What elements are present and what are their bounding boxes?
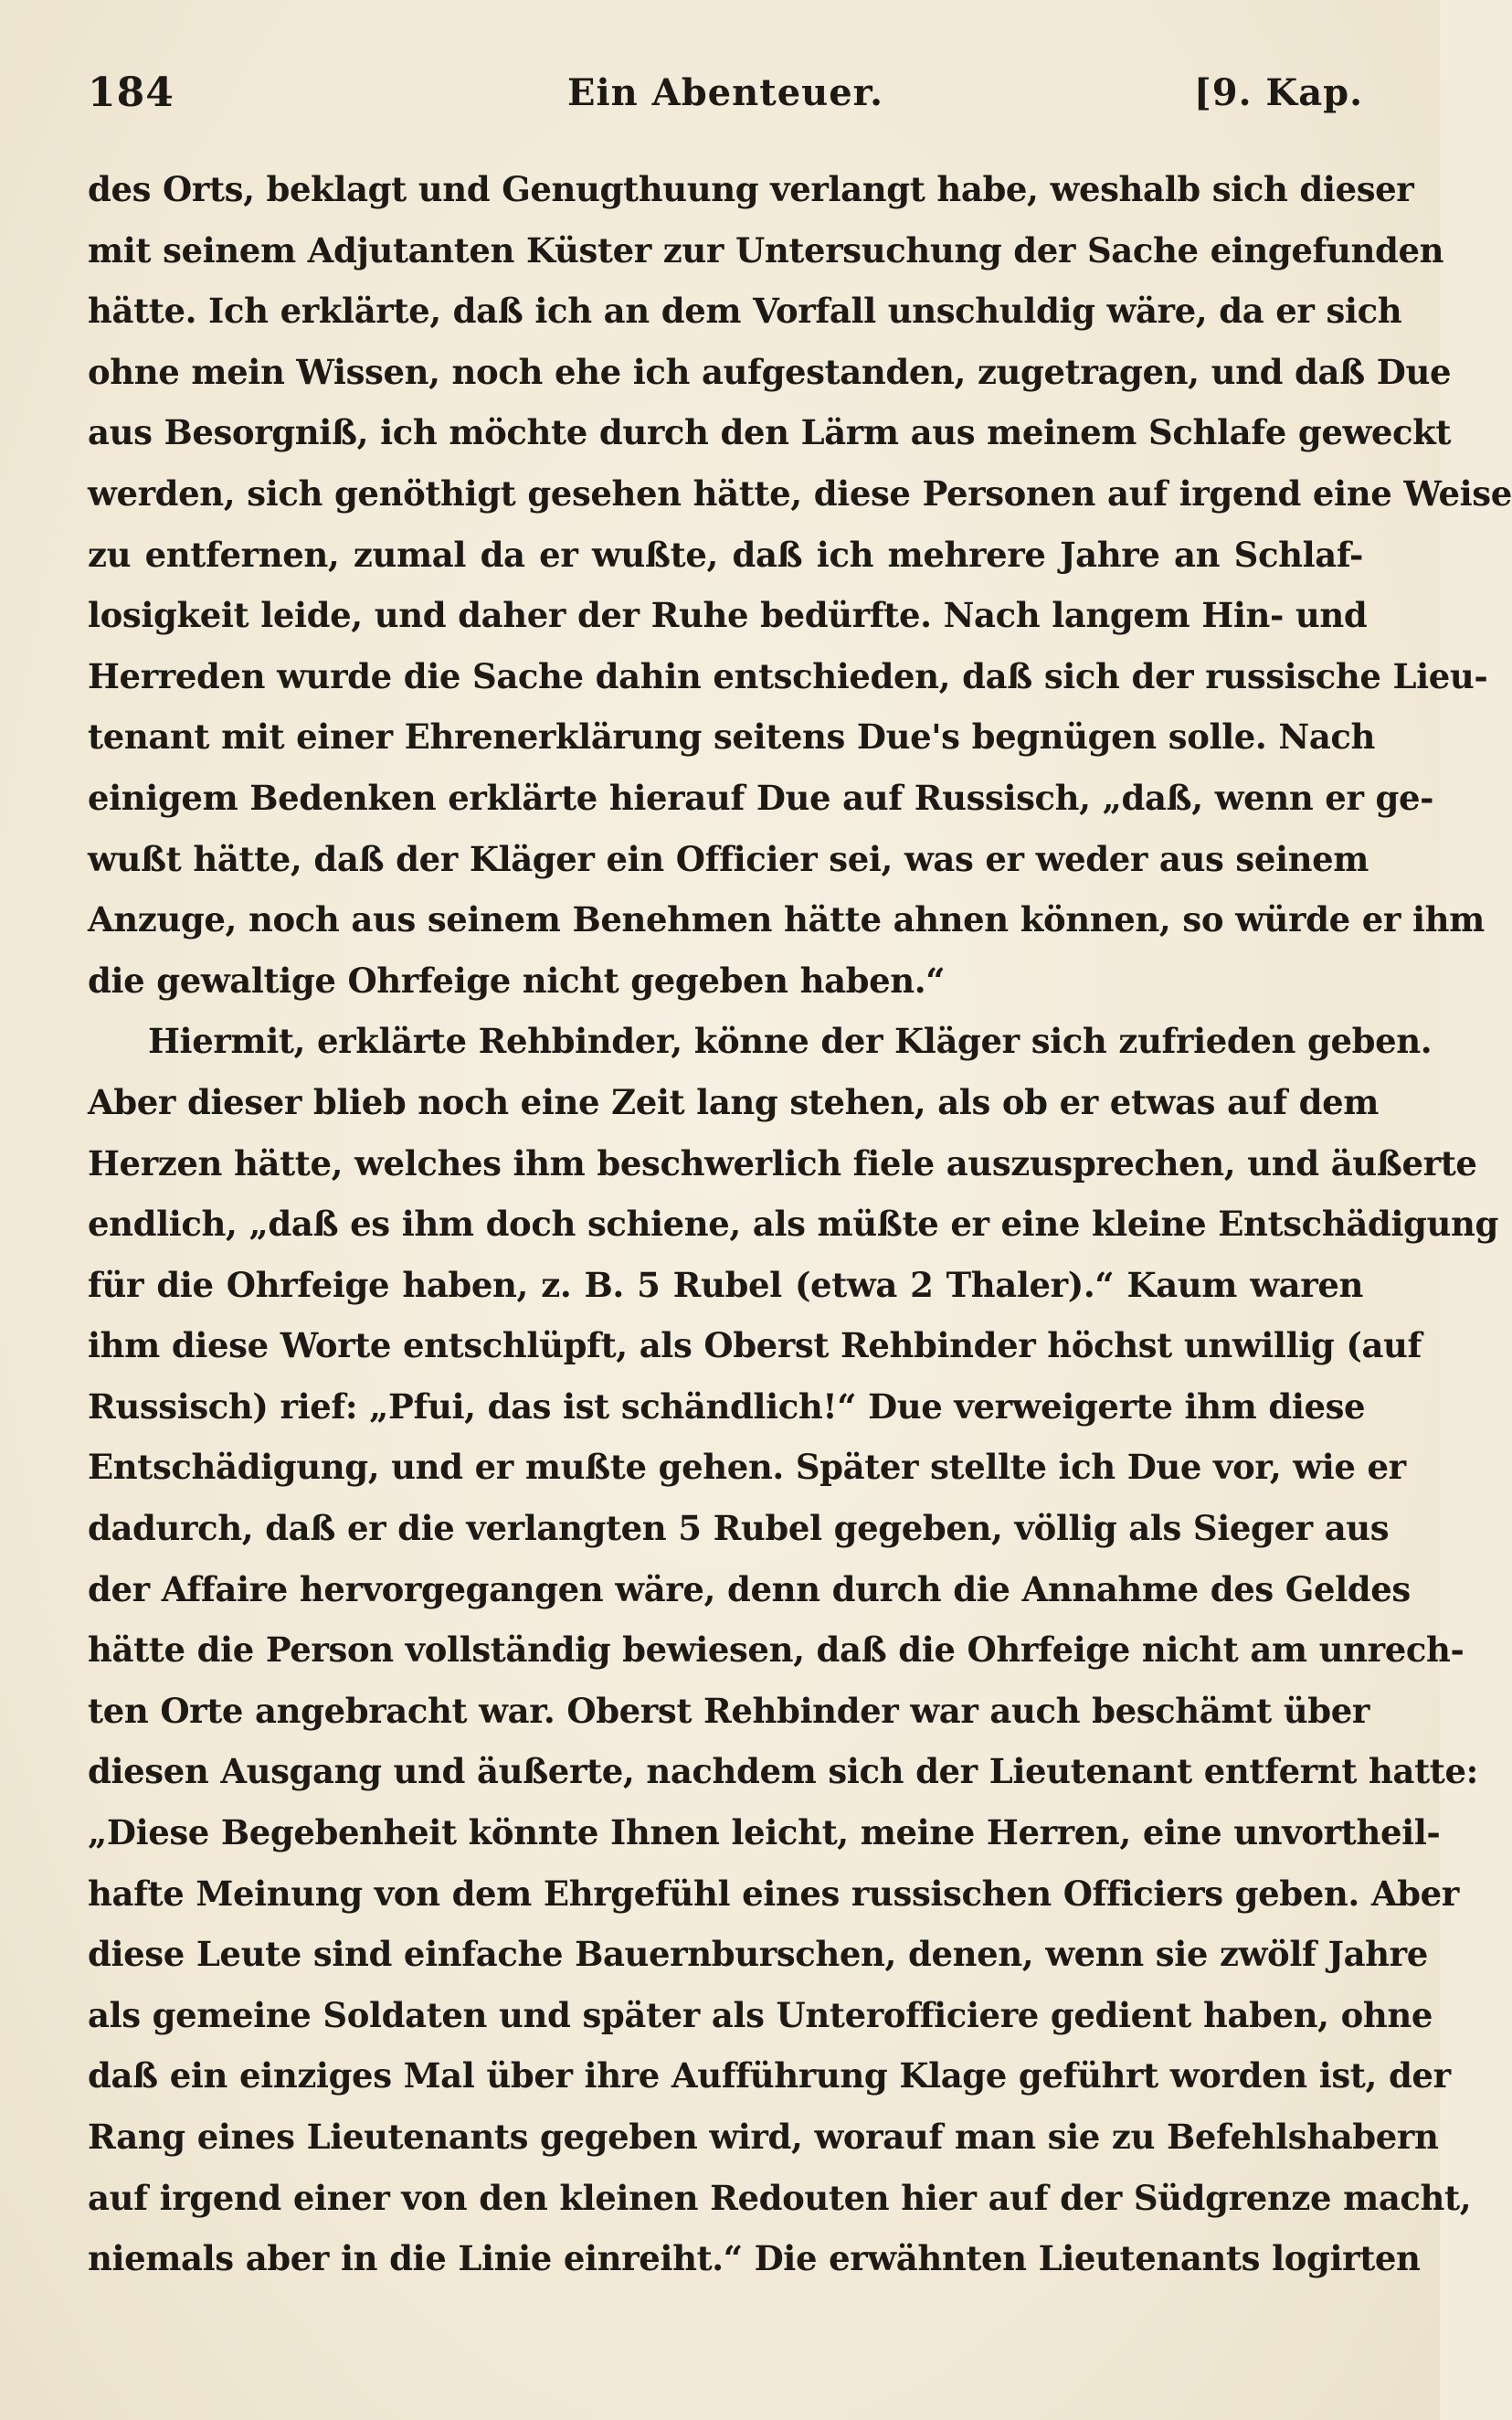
text-line: aus Besorgniß, ich möchte durch den Lärm aus meinem Schlafe geweckt bbox=[88, 412, 1452, 453]
text-line: die gewaltige Ohrfeige nicht gegeben haben.“ bbox=[88, 960, 946, 1001]
text-line: einigem Bedenken erklärte hierauf Due auf Russisch, „daß, wenn er ge- bbox=[88, 777, 1434, 818]
text-line: endlich, „daß es ihm doch schiene, als müßte er eine kleine Entschädigung bbox=[88, 1204, 1498, 1245]
text-line: Rang eines Lieutenants gegeben wird, worauf man sie zu Befehlshabern bbox=[88, 2117, 1439, 2157]
text-line: Herzen hätte, welches ihm beschwerlich fiele auszusprechen, und äußerte bbox=[88, 1142, 1477, 1183]
text-line: ten Orte angebracht war. Oberst Rehbinder war auch beschämt über bbox=[88, 1690, 1369, 1731]
text-line: „Diese Begebenheit könnte Ihnen leicht, meine Herren, eine unvortheil- bbox=[88, 1812, 1441, 1853]
text-line: mit seinem Adjutanten Küster zur Untersuchung der Sache eingefunden bbox=[88, 229, 1444, 271]
text-line: für die Ohrfeige haben, z. B. 5 Rubel (etwa 2 Thaler).“ Kaum waren bbox=[88, 1264, 1363, 1305]
text-line: Aber dieser blieb noch eine Zeit lang stehen, als ob er etwas auf dem bbox=[88, 1081, 1380, 1122]
text-line: als gemeine Soldaten und später als Unterofficiere gedient haben, ohne bbox=[88, 1994, 1433, 2035]
text-line: wußt hätte, daß der Kläger ein Officier sei, was er weder aus seinem bbox=[88, 838, 1369, 879]
text-line: hafte Meinung von dem Ehrgefühl eines russischen Officiers geben. Aber bbox=[88, 1873, 1459, 1914]
text-line: Anzuge, noch aus seinem Benehmen hätte ahnen können, so würde er ihm bbox=[88, 899, 1485, 940]
text-line: losigkeit leide, und daher der Ruhe bedürfte. Nach langem Hin- und bbox=[88, 595, 1368, 636]
page-header bbox=[88, 64, 1363, 122]
text-line: hätte. Ich erklärte, daß ich an dem Vorfall unschuldig wäre, da er sich bbox=[88, 291, 1402, 332]
text-line: auf irgend einer von den kleinen Redouten hier auf der Südgrenze macht, bbox=[88, 2177, 1472, 2218]
text-line: tenant mit einer Ehrenerklärung seitens Due's begnügen solle. Nach bbox=[88, 716, 1376, 758]
text-line: niemals aber in die Linie einreiht.“ Die erwähnten Lieutenants logirten bbox=[88, 2238, 1421, 2279]
text-line: der Affaire hervorgegangen wäre, denn durch die Annahme des Geldes bbox=[88, 1568, 1411, 1609]
page-number: 184 bbox=[88, 69, 174, 116]
text-line: diesen Ausgang und äußerte, nachdem sich der Lieutenant entfernt hatte: bbox=[88, 1751, 1478, 1792]
text-line: ihm diese Worte entschlüpft, als Oberst Rehbinder höchst unwillig (auf bbox=[88, 1325, 1422, 1366]
text-line: des Orts, beklagt und Genugthuung verlangt habe, weshalb sich dieser bbox=[88, 169, 1414, 209]
running-title: Ein Abenteuer. bbox=[566, 71, 883, 114]
text-line: dadurch, daß er die verlangten 5 Rubel gegeben, völlig als Sieger aus bbox=[88, 1508, 1390, 1549]
body-text bbox=[88, 159, 1512, 2289]
text-line: zu entfernen, zumal da er wußte, daß ich mehrere Jahre an Schlaf- bbox=[88, 534, 1363, 575]
text-line: Russisch) rief: „Pfui, das ist schändlich!“ Due verweigerte ihm diese bbox=[88, 1385, 1366, 1427]
text-line: Herreden wurde die Sache dahin entschieden, daß sich der russische Lieu- bbox=[88, 655, 1488, 696]
text-line: Hiermit, erklärte Rehbinder, könne der Kläger sich zufrieden geben. bbox=[148, 1021, 1433, 1062]
text-line: werden, sich genöthigt gesehen hätte, diese Personen auf irgend eine Weise bbox=[88, 472, 1512, 514]
text-line: Entschädigung, und er mußte gehen. Später stellte ich Due vor, wie er bbox=[88, 1447, 1406, 1488]
text-line: ohne mein Wissen, noch ehe ich aufgestanden, zugetragen, und daß Due bbox=[88, 351, 1452, 392]
text-line: diese Leute sind einfache Bauernburschen, denen, wenn sie zwölf Jahre bbox=[88, 1934, 1428, 1975]
chapter-marker: [9. Kap. bbox=[1193, 71, 1363, 114]
text-line: daß ein einziges Mal über ihre Aufführung Klage geführt worden ist, der bbox=[88, 2055, 1451, 2096]
text-line: hätte die Person vollständig bewiesen, daß die Ohrfeige nicht am unrech- bbox=[88, 1629, 1464, 1671]
